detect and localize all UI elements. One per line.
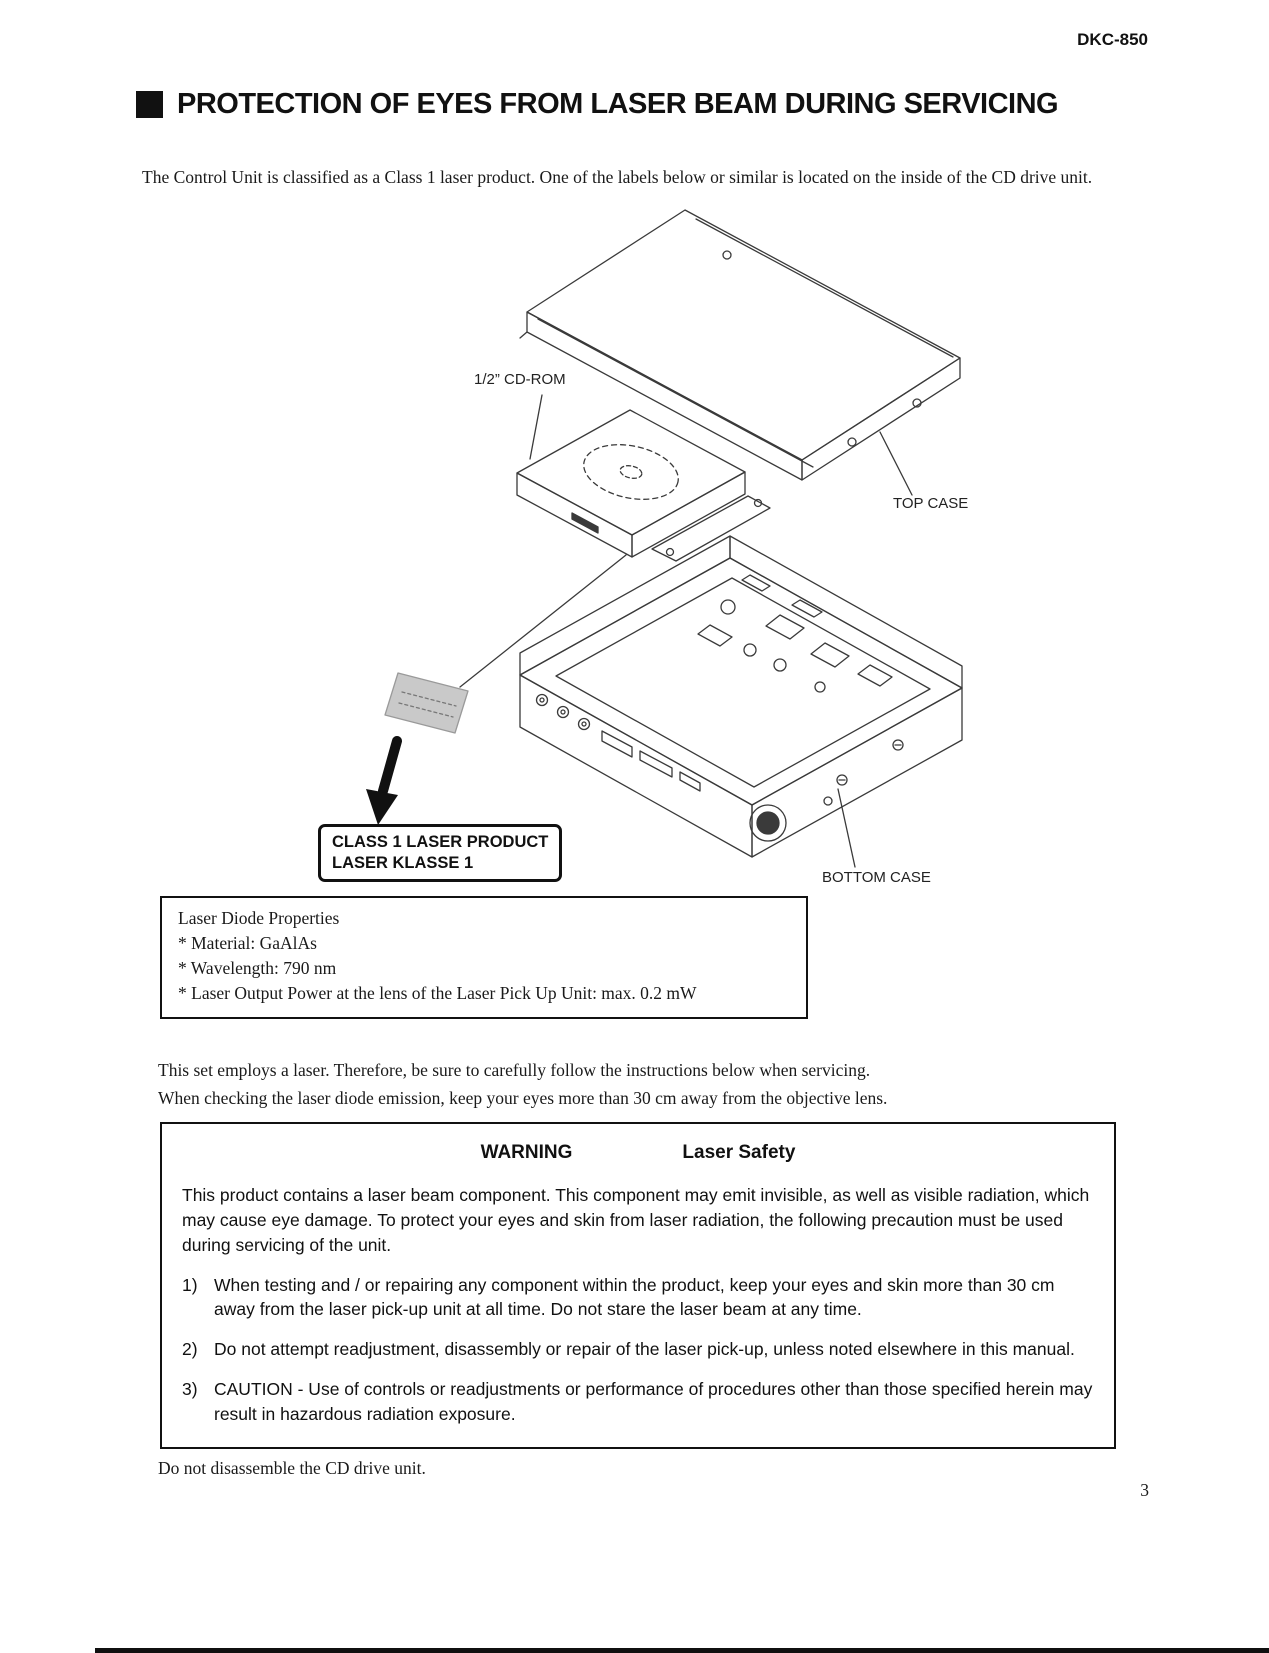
laser-property-material: * Material: GaAlAs	[178, 932, 317, 953]
warning-item-2	[182, 1337, 1094, 1362]
warning-item-2-text: Do not attempt readjustment, disassembly or repair of the laser pick-up, unless noted elsewhere in this manual.	[214, 1339, 1075, 1360]
warning-item-1-text: When testing and / or repairing any component within the product, keep your eyes and skin more than 30 cm away from the laser pick-up unit at all time. Do not stare the laser beam at any time.	[214, 1274, 1055, 1320]
section-square-icon	[136, 91, 163, 118]
warning-item-1	[182, 1273, 1094, 1323]
warning-item-1-number: 1)	[182, 1274, 198, 1295]
class1-laser-label-line1: CLASS 1 LASER PRODUCT	[332, 833, 549, 851]
class1-laser-label-line2: LASER KLASSE 1	[332, 853, 474, 872]
warning-item-3-number: 3)	[182, 1379, 198, 1400]
warning-heading-laser-safety: Laser Safety	[682, 1142, 796, 1163]
warning-heading	[182, 1140, 1094, 1167]
warning-item-2-number: 2)	[182, 1339, 198, 1360]
exploded-view-diagram	[280, 195, 980, 895]
laser-property-output: * Laser Output Power at the lens of the Laser Pick Up Unit: max. 0.2 mW	[178, 982, 697, 1003]
warning-item-3-text: CAUTION - Use of controls or readjustments or performance of procedures other than those specified herein may result in hazardous radiation exposure.	[214, 1379, 1093, 1424]
warning-heading-warning: WARNING	[480, 1142, 573, 1163]
footer-note: Do not disassemble the CD drive unit.	[158, 1458, 426, 1478]
warning-box	[160, 1122, 1116, 1449]
page-edge-artifact	[95, 1648, 1269, 1653]
servicing-note-2: When checking the laser diode emission, keep your eyes more than 30 cm away from the objective lens.	[158, 1088, 888, 1109]
exploded-view-drawing	[280, 195, 980, 895]
servicing-notes	[158, 1056, 1158, 1113]
label-cdrom: 1/2” CD-ROM	[474, 371, 566, 388]
page-number: 3	[1140, 1480, 1149, 1500]
laser-properties-title: Laser Diode Properties	[178, 908, 340, 928]
laser-diode-properties-box	[160, 896, 808, 1019]
section-title-row	[136, 88, 1058, 121]
intro-paragraph: The Control Unit is classified as a Class 1 laser product. One of the labels below or similar is located on the inside of the CD drive unit.	[142, 167, 1093, 187]
laser-property-wavelength: * Wavelength: 790 nm	[178, 957, 337, 978]
class1-laser-label	[318, 824, 562, 882]
label-bottom-case: BOTTOM CASE	[822, 869, 931, 886]
warning-paragraph: This product contains a laser beam component. This component may emit invisible, as well as visible radiation, which may cause eye damage. To protect your eyes and skin from laser radiation, the following precaution must be used during servicing of the unit.	[182, 1184, 1090, 1255]
warning-item-3	[182, 1377, 1094, 1427]
servicing-note-1: This set employs a laser. Therefore, be sure to carefully follow the instructions below when servicing.	[158, 1060, 871, 1080]
page-title: PROTECTION OF EYES FROM LASER BEAM DURING SERVICING	[177, 88, 1059, 120]
label-top-case: TOP CASE	[893, 495, 969, 512]
document-code: DKC-850	[1077, 30, 1148, 49]
